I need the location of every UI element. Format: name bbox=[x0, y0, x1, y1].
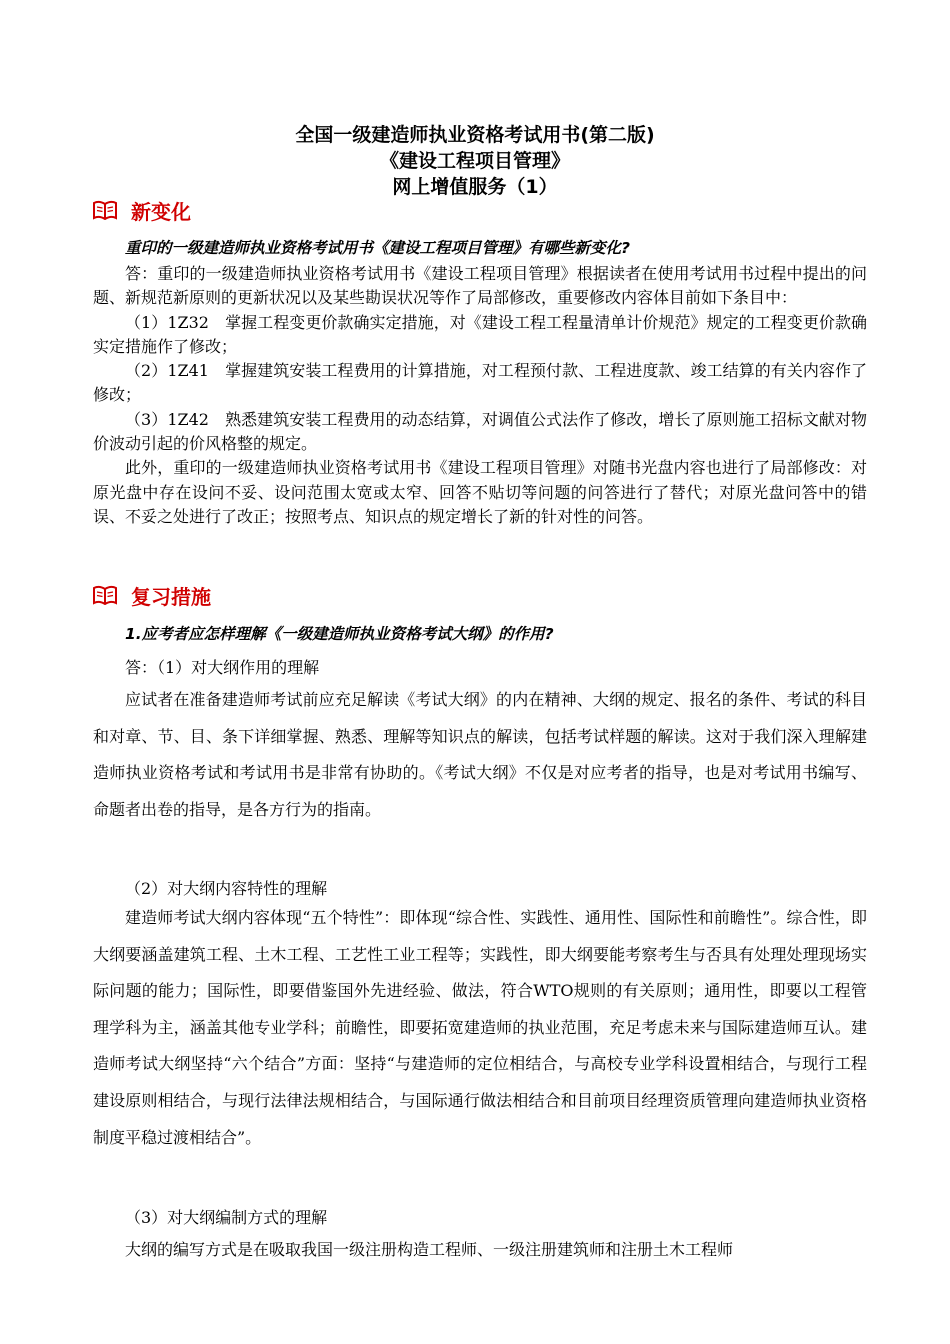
body-paragraph: 答：重印的一级建造师执业资格考试用书《建设工程项目管理》根据读者在使用考试用书过程中提出的问题、新规范新原则的更新状况以及某些勘误状况等作了局部修改，重要修改内容体目前如下条目中： bbox=[93, 264, 867, 308]
body-paragraph: （2）1Z41 掌握建筑安装工程费用的计算措施，对工程预付款、工程进度款、竣工结算的有关内容作了修改； bbox=[93, 361, 867, 405]
doc-title-line3: 网上增值服务（1） bbox=[392, 176, 558, 198]
book-icon bbox=[93, 200, 117, 220]
doc-title-line1: 全国一级建造师执业资格考试用书(第二版) bbox=[295, 124, 655, 146]
body-paragraph: （1）1Z32 掌握工程变更价款确实定措施，对《建设工程工程量清单计价规范》规定的工程变更价款确实定措施作了修改； bbox=[93, 312, 867, 356]
section-heading-review-measures bbox=[93, 580, 211, 610]
doc-title-line2: 《建设工程项目管理》 bbox=[379, 150, 570, 172]
section-title: 复习措施 bbox=[131, 584, 211, 609]
sub-heading: （2）对大纲内容特性的理解 bbox=[125, 879, 328, 898]
body-paragraph bbox=[93, 900, 867, 1156]
body-paragraph bbox=[93, 1232, 867, 1269]
paragraph-text: 建造师考试大纲内容体现“五个特性”：即体现“综合性、实践性、通用性、国际性和前瞻性”。综合性，即大纲要涵盖建筑工程、土木工程、工艺性工业工程等；实践性，即大纲要能考察考生与否具有处理处理现场实际问题的能力；国际性，即要借鉴国外先进经验、做法，符合WTO规则的有关原则；通用性，即要以工程管理学科为主，涵盖其他专业学科；前瞻性，即要拓宽建造师的执业范围，充足考虑未来与国际建造师互认。建造师考试大纲坚持“六个结合”方面：坚持“与建造师的定位相结合，与高校专业学科设置相结合，与现行工程建设原则相结合，与现行法律法规相结合，与国际通行做法相结合和目前项目经理资质管理向建造师执业资格制度平稳过渡相结合”。 bbox=[93, 908, 867, 1147]
paragraph-text: 大纲的编写方式是在吸取我国一级注册构造工程师、一级注册建筑师和注册土木工程师 bbox=[125, 1240, 734, 1259]
section-heading-new-changes bbox=[93, 195, 191, 225]
book-icon bbox=[93, 585, 117, 605]
question-heading: 1.应考者应怎样理解《一级建造师执业资格考试大纲》的作用? bbox=[125, 625, 554, 643]
body-paragraph bbox=[93, 682, 867, 828]
answer-intro: 答：（1）对大纲作用的理解 bbox=[125, 658, 320, 677]
paragraph-text: 应试者在准备建造师考试前应充足解读《考试大纲》的内在精神、大纲的规定、报名的条件、考试的科目和对章、节、目、条下详细掌握、熟悉、理解等知识点的解读，包括考试样题的解读。这对于我们深入理解建造师执业资格考试和考试用书是非常有协助的。《考试大纲》不仅是对应考者的指导，也是对考试用书编写、命题者出卷的指导，是各方行为的指南。 bbox=[93, 690, 867, 819]
section-title: 新变化 bbox=[131, 199, 191, 224]
question-heading: 重印的一级建造师执业资格考试用书《建设工程项目管理》有哪些新变化? bbox=[125, 239, 630, 257]
sub-heading: （3）对大纲编制方式的理解 bbox=[125, 1208, 328, 1227]
body-paragraph: （3）1Z42 熟悉建筑安装工程费用的动态结算，对调值公式法作了修改，增长了原则施工招标文献对物价波动引起的价风格整的规定。 bbox=[93, 409, 867, 454]
body-paragraph: 此外，重印的一级建造师执业资格考试用书《建设工程项目管理》对随书光盘内容也进行了局部修改：对原光盘中存在设问不妥、设问范围太宽或太窄、回答不贴切等问题的问答进行了替代；对原光盘问答中的错误、不妥之处进行了改正；按照考点、知识点的规定增长了新的针对性的问答。 bbox=[93, 458, 867, 526]
section1-body bbox=[93, 262, 867, 529]
